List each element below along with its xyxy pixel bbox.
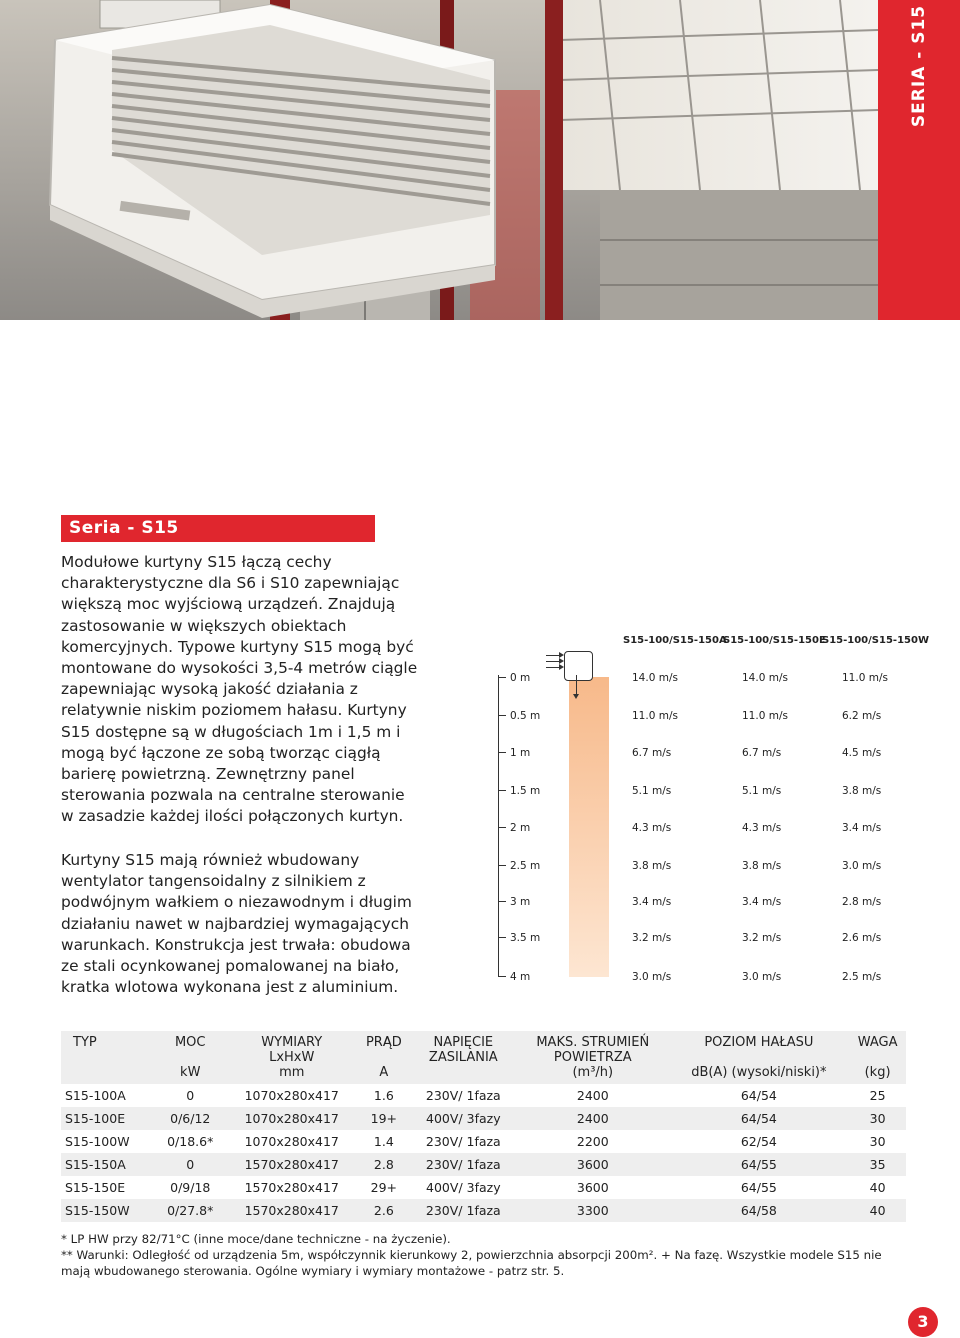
table-row: [61, 1130, 906, 1153]
air-speed-value: 2.6 m/s: [842, 932, 882, 944]
column-header-label: PRĄD: [365, 1035, 402, 1050]
airflow-arrow-icon: [576, 675, 577, 695]
table-cell: 1570x280x417: [225, 1153, 358, 1176]
model-header: S15-100/S15-150W: [822, 635, 929, 646]
air-speed-value: 3.8 m/s: [742, 860, 782, 872]
table-row: [61, 1199, 906, 1222]
table-cell: 3600: [517, 1153, 669, 1176]
side-tab-label: SERIA - S15: [909, 4, 929, 128]
intake-arrow-icon: [546, 667, 560, 668]
air-speed-value: 11.0 m/s: [842, 672, 888, 684]
air-speed-value: 14.0 m/s: [632, 672, 678, 684]
air-speed-value: 3.2 m/s: [742, 932, 782, 944]
air-speed-value: 5.1 m/s: [632, 785, 672, 797]
table-cell: 2.6: [358, 1199, 410, 1222]
table-row: [61, 1153, 906, 1176]
table-cell: 30: [849, 1107, 906, 1130]
column-header-label-line2: LxHxW: [269, 1050, 315, 1065]
air-speed-value: 11.0 m/s: [742, 710, 788, 722]
distance-tick: [498, 752, 506, 753]
footnote-2: ** Warunki: Odległość od urządzenia 5m, współczynnik kierunkowy 2, powierzchnia absorpcji 200m². + Na fazę. Wszystkie modele S15 nie mają wbudowanego sterowania. Ogólne wymiary i wymiary montażowe - patrz str. 5.: [61, 1248, 882, 1278]
column-header-label: POZIOM HAŁASU: [704, 1035, 814, 1050]
distance-tick: [498, 937, 506, 938]
intake-arrow-icon: [546, 655, 560, 656]
product-photo: [0, 0, 878, 320]
distance-tick: [498, 865, 506, 866]
column-header-label: WAGA: [857, 1035, 898, 1050]
table-cell: 19+: [358, 1107, 410, 1130]
table-cell: 2.8: [358, 1153, 410, 1176]
table-cell: 64/55: [669, 1176, 850, 1199]
air-speed-value: 3.8 m/s: [632, 860, 672, 872]
page-number: 3: [908, 1307, 938, 1337]
model-header: S15-100/S15-150E: [723, 635, 826, 646]
table-cell: 2200: [517, 1130, 669, 1153]
table-cell: 35: [849, 1153, 906, 1176]
column-header-unit: A: [379, 1065, 389, 1080]
description-paragraph-1: Modułowe kurtyny S15 łączą cechy charakterystyczne dla S6 i S10 zapewniając większą moc wyjściową urządzeń. Znajdują zastosowanie w większych obiektach komercyjnych. Typowe kurtyny S15 mogą być montowane do wysokości 3,5-4 metrów ciągle zapewniając wysoką jakość działania z relatywnie niskim poziomem hałasu. Kurtyny S15 dostępne są w długościach 1m i 1,5 m i mogą być łączone ze sobą tworząc ciągłą barierę powietrzną. Zewnętrzny panel sterowania pozwala na centralne sterowanie w zasadzie każdej ilości połączonych kurtyn.: [61, 553, 418, 826]
column-header: [155, 1031, 225, 1084]
footnotes: [61, 1231, 901, 1279]
air-speed-value: 2.5 m/s: [842, 971, 882, 983]
air-speed-value: 4.3 m/s: [632, 822, 672, 834]
table-cell: 1.4: [358, 1130, 410, 1153]
distance-label: 0.5 m: [510, 710, 541, 722]
column-header-label: WYMIARY: [261, 1035, 323, 1050]
table-cell: S15-150E: [61, 1176, 155, 1199]
series-side-tab: [878, 0, 960, 320]
air-speed-value: 3.4 m/s: [632, 896, 672, 908]
table-cell: 400V/ 3fazy: [410, 1107, 517, 1130]
table-cell: 0/18.6*: [155, 1130, 225, 1153]
table-cell: 1070x280x417: [225, 1107, 358, 1130]
air-speed-value: 5.1 m/s: [742, 785, 782, 797]
table-cell: 0/6/12: [155, 1107, 225, 1130]
distance-label: 3.5 m: [510, 932, 541, 944]
column-header: [517, 1031, 669, 1084]
air-velocity-diagram: [496, 635, 929, 985]
air-speed-value: 11.0 m/s: [632, 710, 678, 722]
table-header-row: [61, 1031, 906, 1084]
distance-label: 0 m: [510, 672, 531, 684]
model-header: S15-100/S15-150A: [623, 635, 727, 646]
table-cell: 1070x280x417: [225, 1084, 358, 1107]
table-cell: 1570x280x417: [225, 1176, 358, 1199]
column-header-label: TYP: [73, 1035, 97, 1050]
table-cell: 40: [849, 1176, 906, 1199]
table-cell: 64/54: [669, 1084, 850, 1107]
column-header-unit: (kg): [864, 1065, 891, 1080]
table-cell: 30: [849, 1130, 906, 1153]
column-header: [61, 1031, 155, 1084]
section-title-bar: [61, 515, 375, 542]
air-speed-value: 3.4 m/s: [742, 896, 782, 908]
table-cell: 0/27.8*: [155, 1199, 225, 1222]
air-speed-value: 14.0 m/s: [742, 672, 788, 684]
air-speed-value: 6.7 m/s: [742, 747, 782, 759]
table-cell: 40: [849, 1199, 906, 1222]
distance-tick: [498, 715, 506, 716]
column-header: [358, 1031, 410, 1084]
specification-table: [61, 1031, 906, 1222]
column-header: [410, 1031, 517, 1084]
table-row: [61, 1084, 906, 1107]
table-cell: 1070x280x417: [225, 1130, 358, 1153]
column-header-unit: (m³/h): [572, 1065, 614, 1080]
table-cell: 0: [155, 1153, 225, 1176]
table-cell: 3300: [517, 1199, 669, 1222]
table-cell: 0: [155, 1084, 225, 1107]
intake-arrow-icon: [546, 661, 560, 662]
distance-label: 1.5 m: [510, 785, 541, 797]
column-header-label: NAPIĘCIE: [433, 1035, 494, 1050]
table-cell: S15-100A: [61, 1084, 155, 1107]
air-speed-value: 4.5 m/s: [842, 747, 882, 759]
air-speed-value: 4.3 m/s: [742, 822, 782, 834]
table-cell: 29+: [358, 1176, 410, 1199]
distance-tick: [498, 790, 506, 791]
table-cell: 230V/ 1faza: [410, 1084, 517, 1107]
air-speed-value: 3.4 m/s: [842, 822, 882, 834]
distance-label: 2 m: [510, 822, 531, 834]
column-header-label: MOC: [174, 1035, 206, 1050]
table-cell: S15-150A: [61, 1153, 155, 1176]
column-header-label-line2: ZASILANIA: [428, 1050, 498, 1065]
column-header-label-line2: POWIETRZA: [553, 1050, 632, 1065]
table-cell: 64/54: [669, 1107, 850, 1130]
air-speed-value: 2.8 m/s: [842, 896, 882, 908]
air-speed-value: 3.2 m/s: [632, 932, 672, 944]
distance-tick: [498, 901, 506, 902]
column-header-unit: dB(A) (wysoki/niski)*: [691, 1065, 827, 1080]
distance-label: 2.5 m: [510, 860, 541, 872]
table-cell: 230V/ 1faza: [410, 1199, 517, 1222]
table-body: [61, 1084, 906, 1222]
description-paragraph-2: Kurtyny S15 mają również wbudowany wentylator tangensoidalny z silnikiem z podwójnym wałkiem o niezawodnym i długim działaniu nawet w najbardziej wymagających warunkach. Konstrukcja jest trwała: obudowa ze stali ocynkowanej pomalowanej na biało, kratka wlotowa wykonana jest z aluminium.: [61, 851, 412, 997]
air-curtain-illustration: [0, 0, 878, 320]
distance-label: 4 m: [510, 971, 531, 983]
distance-tick: [498, 827, 506, 828]
table-cell: 230V/ 1faza: [410, 1130, 517, 1153]
table-cell: S15-150W: [61, 1199, 155, 1222]
distance-scale-line: [498, 675, 499, 976]
air-speed-value: 3.0 m/s: [842, 860, 882, 872]
table-cell: 230V/ 1faza: [410, 1153, 517, 1176]
table-cell: 1570x280x417: [225, 1199, 358, 1222]
table-cell: 400V/ 3fazy: [410, 1176, 517, 1199]
column-header: [225, 1031, 358, 1084]
air-speed-value: 3.0 m/s: [742, 971, 782, 983]
column-header-unit: kW: [180, 1065, 201, 1080]
table-cell: 2400: [517, 1107, 669, 1130]
distance-tick: [498, 677, 506, 678]
column-header-label: MAKS. STRUMIEŃ: [536, 1035, 650, 1050]
footnote-1: * LP HW przy 82/71°C (inne moce/dane techniczne - na życzenie).: [61, 1232, 451, 1246]
distance-label: 3 m: [510, 896, 531, 908]
column-header: [669, 1031, 850, 1084]
table-cell: 64/58: [669, 1199, 850, 1222]
air-speed-value: 6.2 m/s: [842, 710, 882, 722]
air-speed-value: 6.7 m/s: [632, 747, 672, 759]
table-cell: 0/9/18: [155, 1176, 225, 1199]
section-title: Seria - S15: [69, 518, 179, 538]
table-cell: 3600: [517, 1176, 669, 1199]
distance-label: 1 m: [510, 747, 531, 759]
air-beam: [569, 677, 609, 977]
air-speed-value: 3.8 m/s: [842, 785, 882, 797]
table-row: [61, 1176, 906, 1199]
distance-tick: [498, 976, 506, 977]
air-curtain-unit-icon: [564, 651, 593, 681]
table-cell: 62/54: [669, 1130, 850, 1153]
table-cell: 1.6: [358, 1084, 410, 1107]
table-cell: 2400: [517, 1084, 669, 1107]
table-row: [61, 1107, 906, 1130]
column-header: [849, 1031, 906, 1084]
table-cell: 64/55: [669, 1153, 850, 1176]
table-cell: S15-100E: [61, 1107, 155, 1130]
air-speed-value: 3.0 m/s: [632, 971, 672, 983]
table-cell: S15-100W: [61, 1130, 155, 1153]
table-cell: 25: [849, 1084, 906, 1107]
column-header-unit: mm: [279, 1065, 305, 1080]
